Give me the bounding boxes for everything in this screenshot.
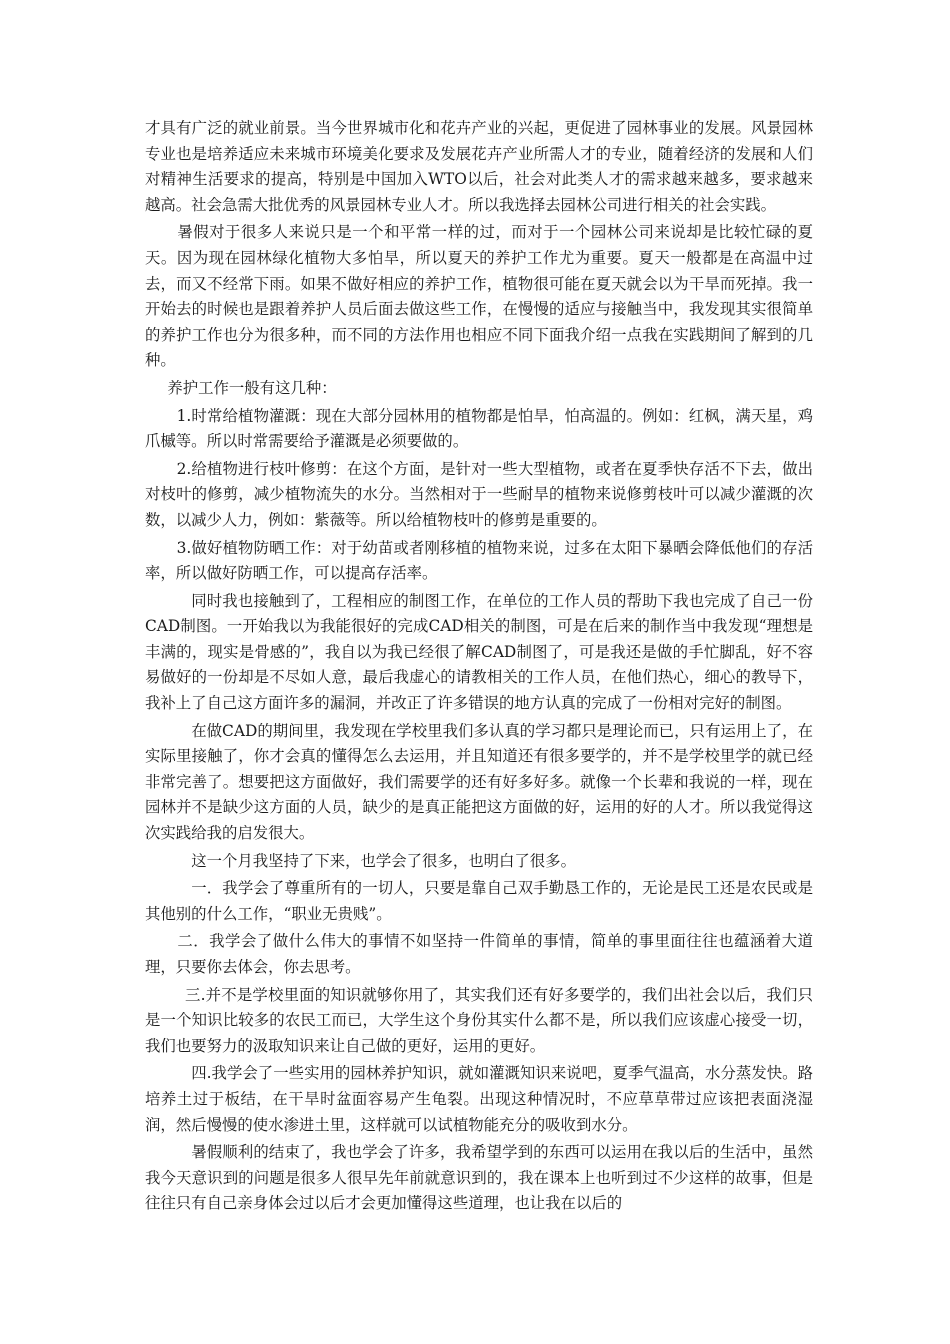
- document-body: [145, 116, 813, 1219]
- paragraph: 暑假顺利的结束了，我也学会了许多，我希望学到的东西可以运用在我以后的生活中，虽然我今天意识到的问题是很多人很早先年前就意识到的，我在课本上也听到过不少这样的故事，但是往往只有自己亲身体会过以后才会更加懂得这些道理，也让我在以后的: [145, 1143, 813, 1213]
- paragraph: 这一个月我坚持了下来，也学会了很多，也明白了很多。: [191, 851, 576, 870]
- paragraph: 一．我学会了尊重所有的一切人，只要是靠自己双手勤恳工作的，无论是民工还是农民或是其他别的什么工作，“职业无贵贱”。: [145, 879, 813, 923]
- list-item: 2.给植物进行枝叶修剪：在这个方面，是针对一些大型植物，或者在夏季快存活不下去，做出对枝叶的修剪，减少植物流失的水分。当然相对于一些耐旱的植物来说修剪枝叶可以减少灌溉的次数，以减少人力，例如：紫薇等。所以给植物枝叶的修剪是重要的。: [145, 459, 813, 529]
- paragraph: 四.我学会了一些实用的园林养护知识，就如灌溉知识来说吧，夏季气温高，水分蒸发快。路培养土过于板结，在干旱时盆面容易产生龟裂。出现这种情况时，不应草草带过应该把表面浇湿润，然后慢慢的使水渗进土里，这样就可以试植物能充分的吸收到水分。: [145, 1064, 813, 1134]
- paragraph: 同时我也接触到了，工程相应的制图工作，在单位的工作人员的帮助下我也完成了自己一份CAD制图。一开始我以为我能很好的完成CAD相关的制图，可是在后来的制作当中我发现“理想是丰满的，现实是骨感的”，我自以为我已经很了解CAD制图了，可是我还是做的手忙脚乱，好不容易做好的一份却是不尽如人意，最后我虚心的请教相关的工作人员，在他们热心，细心的教导下，我补上了自己这方面许多的漏洞，并改正了许多错误的地方认真的完成了一份相对完好的制图。: [145, 591, 813, 713]
- paragraph: 养护工作一般有这几种：: [167, 378, 337, 397]
- list-item: 3.做好植物防晒工作：对于幼苗或者刚移植的植物来说，过多在太阳下暴晒会降低他们的存活率，所以做好防晒工作，可以提高存活率。: [145, 538, 813, 583]
- paragraph: 二．我学会了做什么伟大的事情不如坚持一件简单的事情，简单的事里面往往也蕴涵着大道理，只要你去体会，你去思考。: [145, 932, 813, 976]
- paragraph: 在做CAD的期间里，我发现在学校里我们多认真的学习都只是理论而已，只有运用上了，在实际里接触了，你才会真的懂得怎么去运用，并且知道还有很多要学的，并不是学校里学的就已经非常完善了。想要把这方面做好，我们需要学的还有好多好多。就像一个长辈和我说的一样，现在园林并不是缺少这方面的人员，缺少的是真正能把这方面做的好，运用的好的人才。所以我觉得这次实践给我的启发很大。: [145, 721, 813, 843]
- paragraph: 三.并不是学校里面的知识就够你用了，其实我们还有好多要学的，我们出社会以后，我们只是一个知识比较多的农民工而已，大学生这个身份其实什么都不是，所以我们应该虚心接受一切，我们也要努力的汲取知识来让自己做的更好，运用的更好。: [145, 985, 813, 1055]
- paragraph: 才具有广泛的就业前景。当今世界城市化和花卉产业的兴起，更促进了园林事业的发展。风景园林专业也是培养适应未来城市环境美化要求及发展花卉产业所需人才的专业，随着经济的发展和人们对精神生活要求的提高，特别是中国加入WTO以后，社会对此类人才的需求越来越多，要求越来越高。社会急需大批优秀的风景园林专业人才。所以我选择去园林公司进行相关的社会实践。: [145, 119, 813, 214]
- list-item: 1.时常给植物灌溉：现在大部分园林用的植物都是怕旱，怕高温的。例如：红枫，满天星，鸡爪槭等。所以时常需要给予灌溉是必须要做的。: [145, 406, 813, 451]
- paragraph: 暑假对于很多人来说只是一个和平常一样的过，而对于一个园林公司来说却是比较忙碌的夏天。因为现在园林绿化植物大多怕旱，所以夏天的养护工作尤为重要。夏天一般都是在高温中过去，而又不经常下雨。如果不做好相应的养护工作，植物很可能在夏天就会以为干旱而死掉。我一开始去的时候也是跟着养护人员后面去做这些工作，在慢慢的适应与接触当中，我发现其实很简单的养护工作也分为很多种，而不同的方法作用也相应不同下面我介绍一点我在实践期间了解到的几种。: [145, 223, 813, 370]
